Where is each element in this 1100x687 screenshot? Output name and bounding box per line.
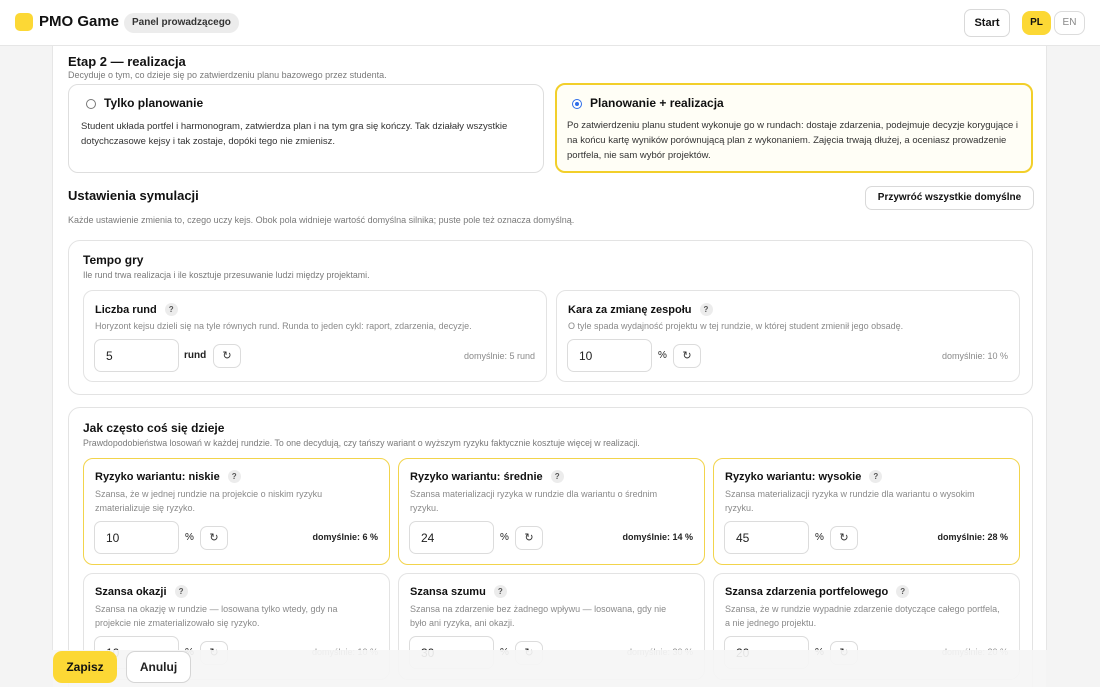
logo-icon xyxy=(15,13,33,31)
setting-title: Ryzyko wariantu: średnie ? xyxy=(410,470,564,483)
setting-title: Liczba rund ? xyxy=(95,303,178,316)
default-value: domyślnie: 6 % xyxy=(312,532,378,542)
setting-title: Szansa szumu ? xyxy=(410,585,507,598)
default-value: domyślnie: 5 rund xyxy=(463,351,535,361)
unit-label: % xyxy=(500,532,509,543)
settings-group-frequency xyxy=(68,407,1033,687)
setting-risk-high xyxy=(713,458,1020,565)
save-button[interactable]: Zapisz xyxy=(53,651,117,683)
setting-team-change-penalty xyxy=(556,290,1020,382)
setting-title: Ryzyko wariantu: wysokie ? xyxy=(725,470,882,483)
setting-rounds xyxy=(83,290,547,382)
radio-planning[interactable] xyxy=(86,99,96,109)
mode-option-planning-execution[interactable] xyxy=(555,83,1033,173)
reset-icon[interactable]: ↻ xyxy=(200,526,228,550)
language-en-button[interactable]: EN xyxy=(1054,11,1085,35)
help-icon[interactable]: ? xyxy=(700,303,713,316)
setting-title: Szansa okazji ? xyxy=(95,585,188,598)
stage-title: Etap 2 — realizacja xyxy=(68,54,186,69)
setting-risk-medium xyxy=(398,458,705,565)
setting-description: Szansa, że w rundzie wypadnie zdarzenie dotyczące całego portfela, a nie jednego projektu. xyxy=(725,604,1000,628)
unit-label: % xyxy=(185,532,194,543)
help-icon[interactable]: ? xyxy=(551,470,564,483)
setting-risk-low xyxy=(83,458,390,565)
default-value: domyślnie: 10 % xyxy=(941,351,1008,361)
simulation-title: Ustawienia symulacji xyxy=(68,188,199,203)
setting-description: Szansa na zdarzenie bez żadnego wpływu — losowana, gdy nie było ani ryzyka, ani okazji. xyxy=(410,604,667,628)
settings-group-tempo xyxy=(68,240,1033,395)
setting-title: Ryzyko wariantu: niskie ? xyxy=(95,470,241,483)
help-icon[interactable]: ? xyxy=(228,470,241,483)
mode-title: Planowanie + realizacja xyxy=(590,96,724,110)
default-value: domyślnie: 28 % xyxy=(937,532,1008,542)
setting-title: Szansa zdarzenia portfelowego ? xyxy=(725,585,909,598)
reset-icon[interactable]: ↻ xyxy=(213,344,241,368)
reset-icon[interactable]: ↻ xyxy=(673,344,701,368)
risk-medium-input[interactable] xyxy=(409,521,494,554)
reset-all-defaults-button[interactable]: Przywróć wszystkie domyślne xyxy=(865,186,1034,210)
setting-description: Szansa, że w jednej rundzie na projekcie o niskim ryzyku zmaterializuje się ryzyko. xyxy=(95,489,323,513)
mode-title: Tylko planowanie xyxy=(104,96,204,110)
group-title: Tempo gry xyxy=(83,253,144,267)
cancel-button[interactable]: Anuluj xyxy=(126,651,191,683)
top-bar xyxy=(0,0,1100,46)
setting-description: O tyle spada wydajność projektu w tej rundzie, w której student zmienił jego obsadę. xyxy=(568,321,904,331)
simulation-subtitle: Każde ustawienie zmienia to, czego uczy kejs. Obok pola widnieje wartość domyślna silnika; puste pole też oznacza domyślną. xyxy=(68,215,575,225)
setting-description: Szansa na okazję w rundzie — losowana tylko wtedy, gdy na projekcie nie zmaterializowało się ryzyko. xyxy=(95,604,338,628)
group-title: Jak często coś się dzieje xyxy=(83,421,225,435)
unit-label: % xyxy=(658,350,667,361)
risk-low-input[interactable] xyxy=(94,521,179,554)
role-badge: Panel prowadzącego xyxy=(124,13,239,33)
app-name: PMO Game xyxy=(39,13,120,30)
help-icon[interactable]: ? xyxy=(165,303,178,316)
default-value: domyślnie: 14 % xyxy=(622,532,693,542)
setting-description: Szansa materializacji ryzyka w rundzie dla wariantu o wysokim ryzyku. xyxy=(725,489,975,513)
help-icon[interactable]: ? xyxy=(896,585,909,598)
language-pl-button[interactable]: PL xyxy=(1022,11,1051,35)
team-penalty-input[interactable] xyxy=(567,339,652,372)
mode-option-planning[interactable] xyxy=(68,84,544,173)
unit-label: rund xyxy=(184,350,207,361)
stage-subtitle: Decyduje o tym, co dzieje się po zatwierdzeniu planu bazowego przez studenta. xyxy=(68,70,387,80)
setting-title: Kara za zmianę zespołu ? xyxy=(568,303,713,316)
start-button[interactable]: Start xyxy=(964,9,1010,37)
mode-description: Po zatwierdzeniu planu student wykonuje go w rundach: dostaje zdarzenia, podejmuje decyzje korygujące i na końcu kartę wyników porównującą plan z wykonaniem. Zajęcia trwają dłużej, a oceniasz prowadzenie portfela, nie sam wybór projektów. xyxy=(567,120,1018,161)
setting-description: Horyzont kejsu dzieli się na tyle równych rund. Runda to jeden cykl: raport, zdarzenia, decyzje. xyxy=(95,321,472,331)
settings-panel xyxy=(52,46,1047,687)
mode-description: Student układa portfel i harmonogram, zatwierdza plan i na tym gra się kończy. Tak działały wszystkie dotychczasowe kejsy i tak zostaje, dopóki tego nie zmienisz. xyxy=(81,121,508,147)
radio-planning-execution[interactable] xyxy=(572,99,582,109)
group-subtitle: Ile rund trwa realizacja i ile kosztuje przesuwanie ludzi między projektami. xyxy=(83,270,370,280)
help-icon[interactable]: ? xyxy=(494,585,507,598)
group-subtitle: Prawdopodobieństwa losowań w każdej rundzie. To one decydują, czy tańszy wariant o wyższym ryzyku faktycznie kosztuje więcej w realizacji. xyxy=(83,438,640,448)
rounds-input[interactable] xyxy=(94,339,179,372)
help-icon[interactable]: ? xyxy=(175,585,188,598)
reset-icon[interactable]: ↻ xyxy=(515,526,543,550)
help-icon[interactable]: ? xyxy=(869,470,882,483)
risk-high-input[interactable] xyxy=(724,521,809,554)
setting-description: Szansa materializacji ryzyka w rundzie dla wariantu o średnim ryzyku. xyxy=(410,489,658,513)
action-bar xyxy=(52,650,1047,687)
unit-label: % xyxy=(815,532,824,543)
reset-icon[interactable]: ↻ xyxy=(830,526,858,550)
